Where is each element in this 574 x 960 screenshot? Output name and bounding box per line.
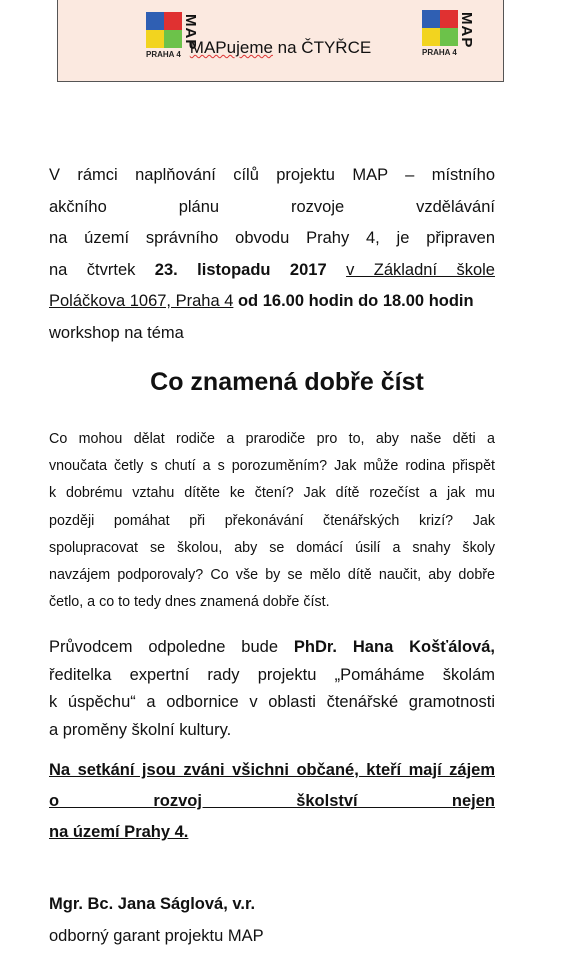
- intro-text: na čtvrtek: [49, 260, 155, 279]
- intro-line: V rámci naplňování cílů projektu MAP – místního: [49, 166, 495, 184]
- intro-paragraph: [49, 160, 495, 349]
- workshop-heading: Co znamená dobře číst: [150, 368, 424, 396]
- event-venue: v Základní škole: [346, 260, 495, 279]
- invite-text: o rozvoj školství nejen: [49, 792, 495, 810]
- invite-line: [49, 786, 495, 817]
- text-line: k dobrému vztahu dítěte ke čtení? Jak dítě rozečíst a jak mu: [49, 485, 495, 502]
- intro-line-address: [49, 286, 495, 318]
- text-line: navzájem podporovaly? Co vše by se mělo dítě naučit, aby dobře: [49, 567, 495, 584]
- text-line: spolupracovat se školou, aby se domácí úsilí a snahy školy: [49, 539, 495, 556]
- event-address: Poláčkova 1067, Praha 4: [49, 292, 234, 310]
- invite-text: Na setkání jsou zváni všichni občané, kteří mají zájem: [49, 761, 495, 779]
- guide-line: k úspěchu“ a odbornice v oblasti čtenářské gramotnosti: [49, 693, 495, 712]
- guide-line: ředitelka expertní rady projektu „Pomáháme školám: [49, 665, 495, 684]
- questions-paragraph: [49, 426, 495, 616]
- guide-paragraph: [49, 634, 495, 744]
- title-prefix: MAPujeme: [189, 38, 273, 57]
- guide-text: Průvodcem odpoledne bude: [49, 638, 294, 656]
- guide-line: a proměny školní kultury.: [49, 720, 232, 739]
- invite-line: [49, 755, 495, 786]
- title-rest: na ČTYŘCE: [272, 38, 372, 57]
- intro-line: workshop na téma: [49, 323, 184, 342]
- text-line: vnoučata četly s chutí a s porozuměním? Jak může rodina přispět: [49, 458, 495, 475]
- header-banner: [57, 0, 504, 82]
- invitation-paragraph: [49, 755, 495, 848]
- invite-line: [49, 817, 495, 848]
- event-time: od 16.00 hodin do 18.00 hodin: [233, 292, 474, 310]
- event-date: 23. listopadu 2017: [154, 260, 327, 279]
- text-line: četlo, a co to tedy dnes znamená dobře číst.: [49, 594, 330, 611]
- intro-line: na území správního obvodu Prahy 4, je připraven: [49, 229, 495, 247]
- invite-text: na území Prahy 4.: [49, 823, 189, 841]
- intro-line: akčního plánu rozvoje vzdělávání: [49, 197, 495, 216]
- text-line: později pomáhat při překonávání čtenářských krizí? Jak: [49, 512, 495, 529]
- intro-text: [327, 261, 346, 279]
- signature-role: odborný garant projektu MAP: [49, 927, 264, 945]
- logo-map-text: MAP: [458, 12, 475, 49]
- text-line: Co mohou dělat rodiče a prarodiče pro to, aby naše děti a: [49, 431, 495, 447]
- page-title: [58, 38, 503, 58]
- guide-name: PhDr. Hana Košťálová,: [293, 638, 495, 656]
- intro-line-date: [49, 255, 495, 287]
- guide-line: [49, 634, 495, 662]
- logo-map-text: MAP: [182, 14, 199, 51]
- logo-city-text: PRAHA 4: [422, 48, 457, 57]
- logo-city-text: PRAHA 4: [146, 50, 181, 59]
- signature-name: Mgr. Bc. Jana Ságlová, v.r.: [49, 895, 256, 913]
